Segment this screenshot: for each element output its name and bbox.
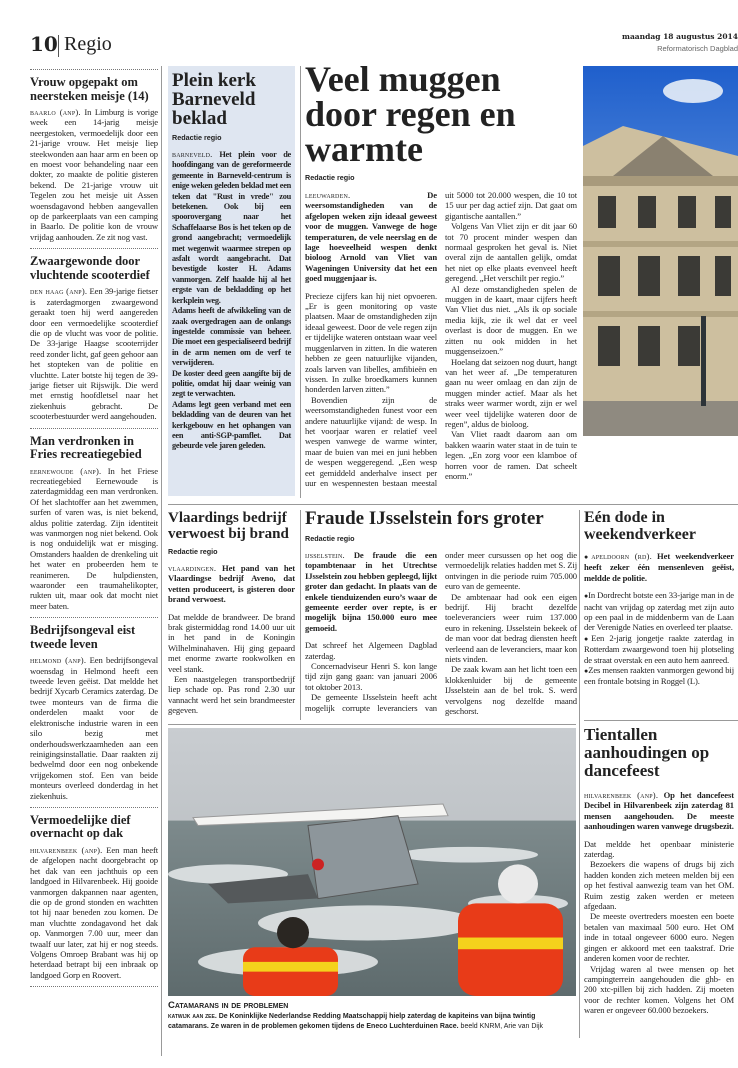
lead: Het pand van het Vlaardingse bedrijf Aveno, dat vetten produceert, is gisteren door brand verwoest. (168, 563, 295, 605)
paragraph: Dat schreef het Algemeen Dagblad zaterdag. (305, 640, 437, 661)
caption-text: De Koninklijke Nederlandse Redding Maatschappij hielp zaterdag de kapiteins van bijna twintig catamarans. Ze waren in de problemen gekomen tijdens de Eneco Luchterduinen Race. (168, 1013, 536, 1030)
dateline: den haag (anp). (30, 286, 88, 297)
brief-body: Een 39-jarige fietser is zaterdagmorgen zwaargewond geraakt toen hij werd aangereden door een vermoedelijke scooterdief die op de vlucht was voor de politie. De 33-jarige Haagse scooterrijder reed zonder licht, gaf geen gehoor aan het stopteken van de politie en vluchtte. Later botste hij tegen de 39-jarige fietser uit Rijswijk. Die werd met ernstig hoofdletsel naar het ziekenhuis gebracht. De scooterbestuurder werd aangehouden. (30, 286, 158, 422)
brief-headline: Vermoedelijke dief overnacht op dak (30, 812, 131, 841)
paragraph: Hoelang dat seizoen nog duurt, hangt van het weer af. „De temperaturen gaan nu weer omlaag en dan zijn de muggen minder actief. Maar als het straks weer warmer wordt, zijn er wel weer veel tijdelijke wateren door de regen”, aldus de bioloog. (445, 356, 577, 429)
paragraph: Adams heeft de afwikkeling van de zaak overgedragen aan de onlangs ingestelde commissie van beheer. Die moet een gespecialiseerd bedrijf in de arm nemen om de verf te verwijderen. (172, 306, 291, 368)
section-divider (168, 504, 738, 505)
paragraph: De meeste overtreders moesten een boete betalen van maximaal 500 euro. Het OM inde in totaal ongeveer 6000 euro. Negen gingen er akkoord met een taakstraf. Drie anderen komen voor de rechter. (584, 911, 734, 964)
page-header (30, 32, 738, 60)
lead: Het weekendverkeer heeft zeker één mensenleven geëist, meldde de politie. (584, 551, 734, 583)
brief-body: Een bedrijfsongeval woensdag in Helmond heeft een tweede leven geëist. Dat meldde het bedrijf Xycarb Ceramics zaterdag. De twee monteurs van de firma die onderdelen maakt voor de elektronische industrie waren in een silo bezig met onderhoudswerkzaamheden aan een reinigingsinstallatie. Daar raakten zij bedwelmd door een nog onbekende vrijgekomen stof. Een van beide monteurs overleed donderdag in het ziekenhuis. (30, 655, 158, 801)
brief-article (30, 814, 158, 980)
paragraph: Vrijdag waren al twee mensen op het campingterrein aangehouden die ghb- en 200 xtc-pillen bij zich hadden. Zij moeten voor de rechter komen. Volgens het OM waren er ongeveer 60.000 bezoekers. (584, 963, 734, 1016)
brief-headline: Vrouw opgepakt om neersteken meisje (14) (30, 75, 149, 103)
article-muggen (305, 59, 577, 488)
article-plein-kerk (168, 66, 295, 496)
header-divider (58, 35, 59, 57)
paragraph: De koster deed geen aangifte bij de politie, omdat hij daar weinig van zegt te verwachten. (172, 368, 291, 399)
article-dancefeest (584, 726, 734, 1016)
section-title: Regio (64, 33, 112, 55)
photo-caption (168, 1000, 576, 1031)
paragraph: Adams legt geen verband met een bekladding van de deuren van het kerkgebouw en het ophangen van een anti-SGP-pamflet. Dat gebeurde vele jaren geleden. (172, 399, 291, 451)
bullet-item: ● Zes mensen raakten vanmorgen gewond bij een frontale botsing in Roggel (L). (584, 665, 734, 687)
brief-body: In het Friese recreatiegebied Eernewoude is zaterdagmiddag een man verdronken. Of het slachtoffer aan het zwemmen, surfen of varen was, is niet bekend, aldus politie zaterdag. Zijn identiteit was vanmorgen nog niet bekend. Ook is nog onduidelijk wat er misging. Omstanders haalden de drenkeling uit het water en probeerden hem te reanimeren. De hulpdiensten, waaronder een traumahelikopter, rukten uit, maar ook dat mocht niet meer baten. (30, 465, 158, 611)
catamaran-photo (168, 728, 576, 996)
caption-title: Catamarans in de problemen (168, 1000, 289, 1011)
column-rule (300, 66, 301, 498)
building-photo (583, 66, 738, 436)
article-headline: Vlaardings bedrijf verwoest bij brand (168, 510, 289, 542)
lead: De weersomstandigheden van de afgelopen weken zijn ideaal geweest voor de muggen. Vanwege de hoge temperaturen, de vele neerslag en de lage hoeveelheid wespen denkt bioloog Arnold van Vliet van Wageningen University dat het een goed muggenjaar is. (305, 190, 437, 284)
divider (30, 617, 158, 618)
brief-article (30, 255, 158, 421)
article-een-dode (584, 509, 734, 687)
paragraph: Van Vliet raadt daarom aan om bakken waarin water staat in de tuin te legen. „En zorg voor een klamboe of horren voor de ramen. Dat scheelt enorm.” (445, 429, 577, 481)
byline: Redactie regio (168, 547, 218, 556)
divider (30, 248, 158, 249)
article-fraude (305, 508, 577, 717)
divider (30, 428, 158, 429)
page-number: 10 (30, 32, 58, 56)
column-rule (300, 510, 301, 720)
paragraph: Het plein voor de hoofdingang van de gereformeerde gemeente in Barneveld-centrum is enige weken geleden beklad met een teken dat "Rust in vrede" zou betekenen. Ook bij een spoorovergang naar het Schaffelaarse Bos is het teken op de grond aangebracht; vermoedelijk met wegenwit waarmee strepen op asfalt wordt aangebracht. Dat bevestigde koster H. Adams vanmorgen. Zelf haalde hij al het ergste van de bekladding op het kerkplein weg. (172, 150, 291, 305)
article-headline: Fraude IJsselstein fors groter (305, 508, 544, 529)
dateline: apeldoorn (rd). (591, 551, 652, 561)
paragraph: De ambtenaar had ook een eigen bedrijf. Hij bracht dezelfde toeleveranciers weer ruim 137.000 euro in rekening. IJsselstein bekeek of de man voor dat bedrag diensten heeft verleend aan de leveranciers, maar kon niets vinden. (445, 591, 577, 665)
lead: Op het dancefeest Decibel in Hilvarenbeek zijn zaterdag 81 mensen aangehouden. De meeste aanhoudingen waren vanwege drugsbezit. (584, 790, 734, 832)
dateline: helmond (anp). (30, 655, 87, 666)
lead: De fraude die een topambtenaar in het Utrechtse IJsselstein zou hebben gepleegd, lijkt groter dan gedacht. In plaats van de enkele tienduizenden euro’s waar de gemeente eerder over repte, is er mogelijk bijna 150.000 euro mee gemoeid. (305, 550, 437, 633)
caption-dateline: katwijk aan zee. (168, 1013, 217, 1020)
photo-credit: beeld KNRM, Arie van Dijk (460, 1022, 544, 1030)
dateline: vlaardingen. (168, 563, 217, 573)
column-rule (579, 510, 580, 1038)
brief-article (30, 76, 158, 242)
divider (30, 807, 158, 808)
divider (30, 986, 158, 987)
paragraph: De zaak kwam aan het licht toen een klokkenluider bij de gemeente IJsselstein aan de bel trok. S. werd vervolgens nog dezelfde maand geschorst. (445, 664, 577, 717)
date: maandag 18 augustus 2014 (622, 32, 738, 41)
paragraph: Volgens Van Vliet zijn er dit jaar 60 tot 70 procent minder wespen dan normaal gesproken het geval is. Niet overal zijn de aantallen gelijk, omdat het niet op elke plaats evenveel heeft geregend. „Het verschilt per regio.” (445, 221, 577, 284)
news-briefs-column (30, 63, 158, 993)
dateline: leeuwarden. (305, 190, 351, 200)
article-headline: Plein kerk Barneveld beklad (172, 70, 256, 129)
dateline: barneveld. (172, 149, 213, 159)
article-headline: Tientallen aanhoudingen op dancefeest (584, 725, 710, 780)
column-rule (161, 66, 162, 1056)
bullet-item: ● In Dordrecht botste een 33-jarige man in de nacht van vrijdag op zaterdag met zijn auto op een paal in de middenberm van de Laan der Verenigde Naties en overleed ter plaatse. (584, 590, 734, 633)
article-headline: Eén dode in weekendverkeer (584, 509, 696, 543)
brief-article (30, 624, 158, 801)
section-divider (584, 720, 738, 721)
dateline: hilvarenbeek (anp). (584, 790, 659, 800)
brief-headline: Man verdronken in Fries recreatiegebied (30, 433, 142, 462)
bullet-item: ● Een 2-jarig jongetje raakte zaterdag in Rotterdam zwaargewond toen hij plotseling de straat overstak en een auto hem aanreed. (584, 633, 734, 665)
paragraph: Een naastgelegen transportbedrijf liep schade op. Pas rond 2.30 uur vannacht werd het sein brandmeester gegeven. (168, 674, 295, 716)
paragraph: Bovendien zijn de weersomstandigheden funest voor een andere natuurlijke vijand: de wesp. In het voorjaar waren er relatief veel wespen vanwege de warme winter, maar de buien van mei en juni hebben de wespen weggeregend. „Een wesp eet gemiddeld anderhalve insect per uur en wespennesten bestaan meestal uit 5000 tot 20.000 wespen, die 10 tot 15 uur per dag actief zijn. Dat gaat om gigantische aantallen.” (305, 190, 577, 488)
section-divider (168, 724, 576, 725)
paragraph: Concernadviseur Henri S. kon lange tijd zijn gang gaan: van januari 2006 tot oktober 2013. (305, 661, 437, 692)
brief-body: In Limburg is vorige week een 14-jarig meisje neergestoken, vermoedelijk door een 21-jarige vrouw. Het meisje liep steekwonden aan haar arm en been op en moest voor behandeling naar een dokter, zo maakte de politie gisteren bekend. De 21-jarige vrouw uit Tegelen zou het meisje uit Assen woensdagavond hebben aangevallen op de parkeerplaats van een camping in Baarlo. De politie kon de vrouw vrijdag aanhouden. Ze zit nog vast. (30, 107, 158, 242)
paragraph: De gemeente IJsselstein heeft acht mogelijk corrupte leveranciers van onder meer cursussen op het oog die vermoedelijk relaties hadden met S. Zij ontvingen in die periode ruim 705.000 euro van de gemeente. (305, 550, 577, 713)
divider (30, 69, 158, 70)
byline: Redactie regio (172, 133, 222, 142)
brief-body: Een man heeft de afgelopen nacht doorgebracht op het dak van een jachthuis op een landgoed in Hilvarenbeek. Hij gooide vanmorgen dakpannen naar agenten, die op de grond stonden en wachtten tot hij naar beneden zou komen. De man vluchtte zondagavond het dak op. Vanmorgen 7.00 uur, meer dan twaalf uur later, zat hij er nog steeds. Volgens Omroep Brabant was hij op heterdaad betrapt bij een inbraak op landgoed Gorp en Roovert. (30, 844, 158, 980)
byline: Redactie regio (305, 173, 355, 182)
paragraph: Dat meldde de brandweer. De brand brak gistermiddag rond 14.00 uur uit in het pand in de Koningin Wilhelminahaven. Hij ging gepaard met enorme zwarte rookwolken en veel stank. (168, 611, 295, 674)
paper-name: Reformatorisch Dagblad (657, 44, 738, 53)
dateline: hilvarenbeek (anp). (30, 844, 103, 855)
brief-headline: Zwaargewonde door vluchtende scooterdief (30, 254, 150, 282)
article-vlaardings (168, 510, 295, 716)
dateline: ijsselstein. (305, 550, 345, 560)
brief-article (30, 435, 158, 612)
dateline: baarlo (anp). (30, 107, 81, 117)
byline: Redactie regio (305, 534, 355, 543)
brief-headline: Bedrijfsongeval eist tweede leven (30, 623, 136, 651)
paragraph: Dat meldde het openbaar ministerie zaterdag. (584, 838, 734, 860)
paragraph: Bezoekers die wapens of drugs bij zich hadden konden zich meteen melden bij een op het festival aanwezig team van het OM. Ruim zestig zaken werden er meteen afgedaan. (584, 859, 734, 912)
paragraph: Al deze omstandigheden spelen de muggen in de kaart, maar cijfers heeft Van Vliet dus niet. „Als ik op sociale media kijk, zie ik wel dat er veel overlast is door de muggen. En we zitten nu ook midden in het muggenseizoen.” (445, 283, 577, 357)
dateline: eernewoude (anp). (30, 465, 102, 476)
main-headline: Veel muggen door regen en warmte (305, 59, 516, 169)
paragraph: Precieze cijfers kan hij niet opvoeren. „Er is geen monitoring op vaste plaatsen. Maar de omstandigheden zijn ideaal geweest. Door de vele regen zijn er tijdelijke wateren ontstaan waar veel muggenlarven in zitten. In die wateren hebben ze geen natuurlijke vijanden, zoals larven van libelles, amfibieën en vissen. In zulke broedkamers kunnen honderden larven zitten.” (305, 290, 437, 395)
